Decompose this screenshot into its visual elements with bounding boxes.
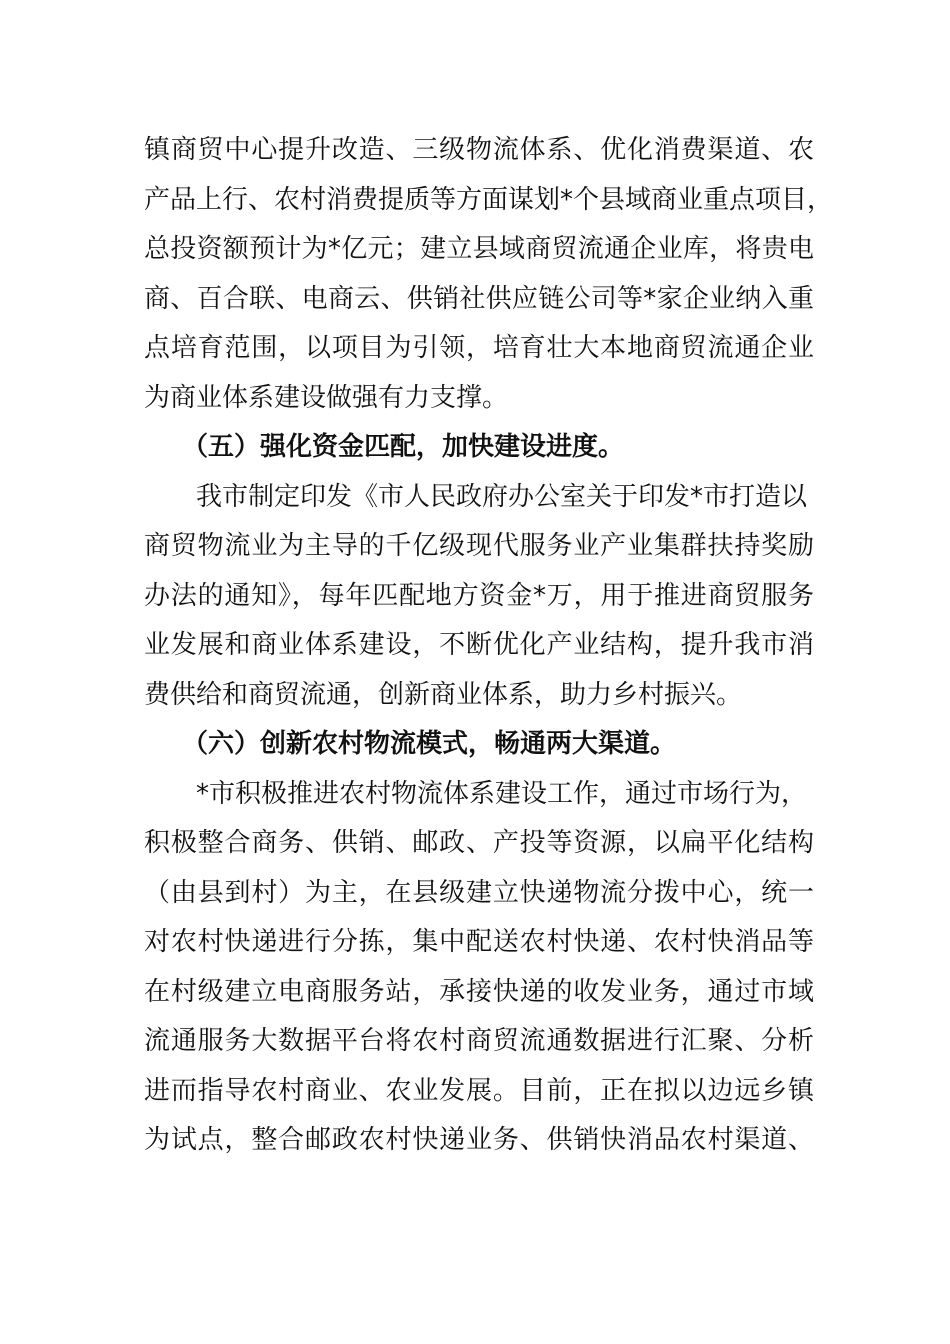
- para1-line-4: 商、百合联、电商云、供销社供应链公司等*家企业纳入重: [144, 283, 814, 314]
- para3-line-8: 为试点，整合邮政农村快递业务、供销快消品农村渠道、: [144, 1125, 814, 1155]
- para1-line-6: 为商业体系建设做强有力支撑。: [144, 382, 509, 413]
- section-heading-6: （六）创新农村物流模式，畅通两大渠道。: [182, 729, 677, 759]
- para2-line-4: 业发展和商业体系建设，不断优化产业结构，提升我市消: [144, 630, 814, 660]
- para2-line-5: 费供给和商贸流通，创新商业体系，助力乡村振兴。: [144, 679, 743, 710]
- para2-line-1: 我市制定印发《市人民政府办公室关于印发*市打造以: [196, 481, 808, 512]
- para3-line-1: *市积极推进农村物流体系建设工作，通过市场行为，: [196, 778, 808, 809]
- document-body: [144, 126, 834, 1166]
- para1-line-5: 点培育范围，以项目为引领，培育壮大本地商贸流通企业: [144, 333, 814, 363]
- para2-line-3: 办法的通知》，每年匹配地方资金*万，用于推进商贸服务: [144, 580, 814, 611]
- para1-line-3: 总投资额预计为*亿元；建立县域商贸流通企业库，将贵电: [144, 234, 814, 264]
- para3-line-6: 流通服务大数据平台将农村商贸流通数据进行汇聚、分析: [144, 1026, 814, 1056]
- para3-line-2: 积极整合商务、供销、邮政、产投等资源，以扁平化结构: [144, 828, 814, 858]
- para1-line-1: 镇商贸中心提升改造、三级物流体系、优化消费渠道、农: [144, 135, 814, 165]
- para2-line-2: 商贸物流业为主导的千亿级现代服务业产业集群扶持奖励: [144, 531, 814, 561]
- para3-line-7: 进而指导农村商业、农业发展。目前，正在拟以边远乡镇: [144, 1075, 814, 1106]
- para3-line-5: 在村级建立电商服务站，承接快递的收发业务，通过市域: [144, 976, 814, 1007]
- para3-line-3: （由县到村）为主，在县级建立快递物流分拨中心，统一: [144, 877, 814, 908]
- section-heading-5: （五）强化资金匹配，加快建设进度。: [182, 432, 625, 462]
- para1-line-2: 产品上行、农村消费提质等方面谋划*个县域商业重点项目，: [144, 184, 834, 215]
- para3-line-4: 对农村快递进行分拣，集中配送农村快递、农村快消品等: [144, 927, 814, 957]
